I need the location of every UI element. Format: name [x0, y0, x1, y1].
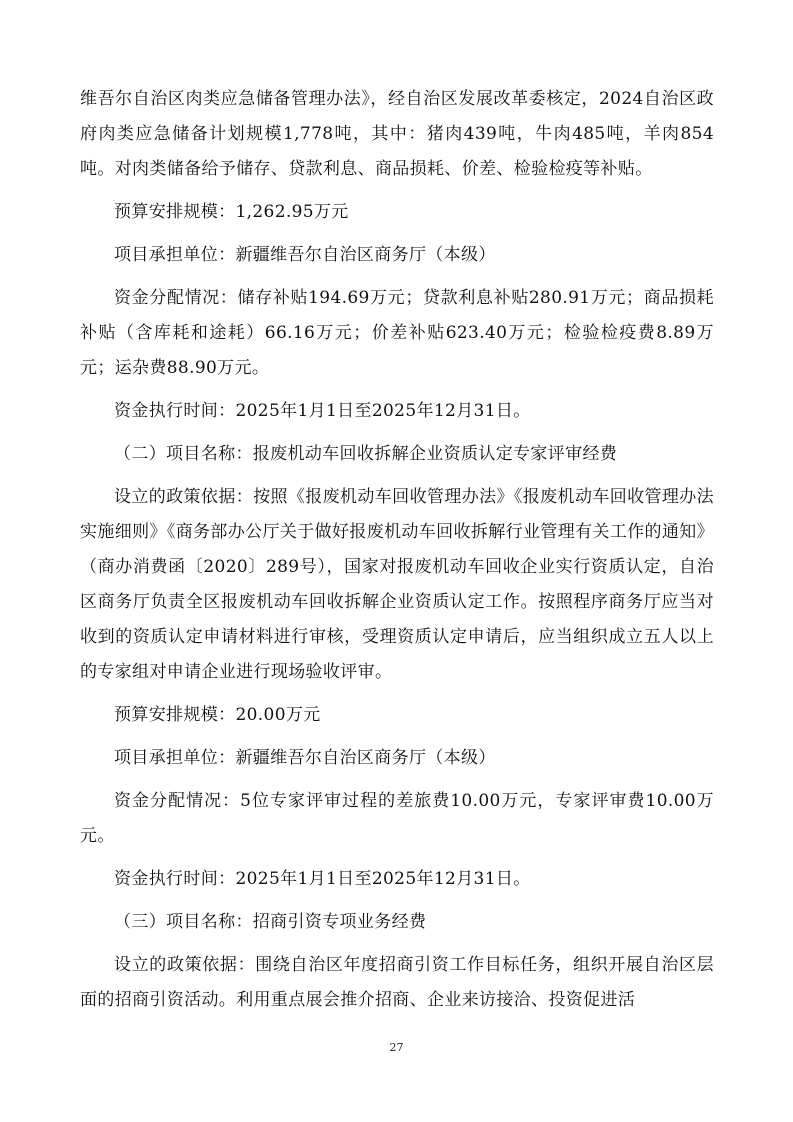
paragraph-budget-scale-2: 预算安排规模：20.00万元: [114, 705, 321, 725]
paragraph-policy-basis-2: 设立的政策依据：按照《报废机动车回收管理办法》《报废机动车回收管理办法实施细则》《商务部办公厅关于做好报废机动车回收拆解行业管理有关工作的通知》（商办消费函〔2020〕289号），国家对报废机动车回收企业实行资质认定，自治区商务厅负责全区报废机动车回收拆解企业资质认定工作。按照程序商务厅应当对收到的资质认定申请材料进行审核，受理资质认定申请后，应当组织成立五人以上的专家组对申请企业进行现场验收评审。: [80, 487, 714, 682]
section-heading-2: （二）项目名称：报废机动车回收拆解企业资质认定专家评审经费: [114, 444, 618, 464]
paragraph-budget-scale-1: 预算安排规模：1,262.95万元: [114, 202, 349, 222]
section-heading-3: （三）项目名称：招商引资专项业务经费: [114, 912, 427, 932]
page-body: [80, 82, 714, 1026]
paragraph-execution-time-1: 资金执行时间：2025年1月1日至2025年12月31日。: [114, 401, 531, 421]
paragraph-undertaking-unit-1: 项目承担单位：新疆维吾尔自治区商务厅（本级）: [114, 245, 496, 265]
paragraph-policy-basis-3: 设立的政策依据：围绕自治区年度招商引资工作目标任务，组织开展自治区层面的招商引资活动。利用重点展会推介招商、企业来访接洽、投资促进活: [80, 955, 714, 1010]
page-number: 27: [389, 1041, 404, 1054]
paragraph-fund-allocation-1: 资金分配情况：储存补贴194.69万元；贷款利息补贴280.91万元；商品损耗补贴（含库耗和途耗）66.16万元；价差补贴623.40万元；检验检疫费8.89万元；运杂费88.90万元。: [80, 288, 714, 378]
paragraph-undertaking-unit-2: 项目承担单位：新疆维吾尔自治区商务厅（本级）: [114, 748, 496, 768]
paragraph-execution-time-2: 资金执行时间：2025年1月1日至2025年12月31日。: [114, 869, 531, 889]
paragraph-fund-allocation-2: 资金分配情况：5位专家评审过程的差旅费10.00万元，专家评审费10.00万元。: [80, 791, 714, 846]
paragraph-meat-reserve-continuation: 维吾尔自治区肉类应急储备管理办法》，经自治区发展改革委核定，2024自治区政府肉类应急储备计划规模1,778吨，其中：猪肉439吨，牛肉485吨，羊肉854吨。对肉类储备给予储存、贷款利息、商品损耗、价差、检验检疫等补贴。: [80, 89, 714, 179]
